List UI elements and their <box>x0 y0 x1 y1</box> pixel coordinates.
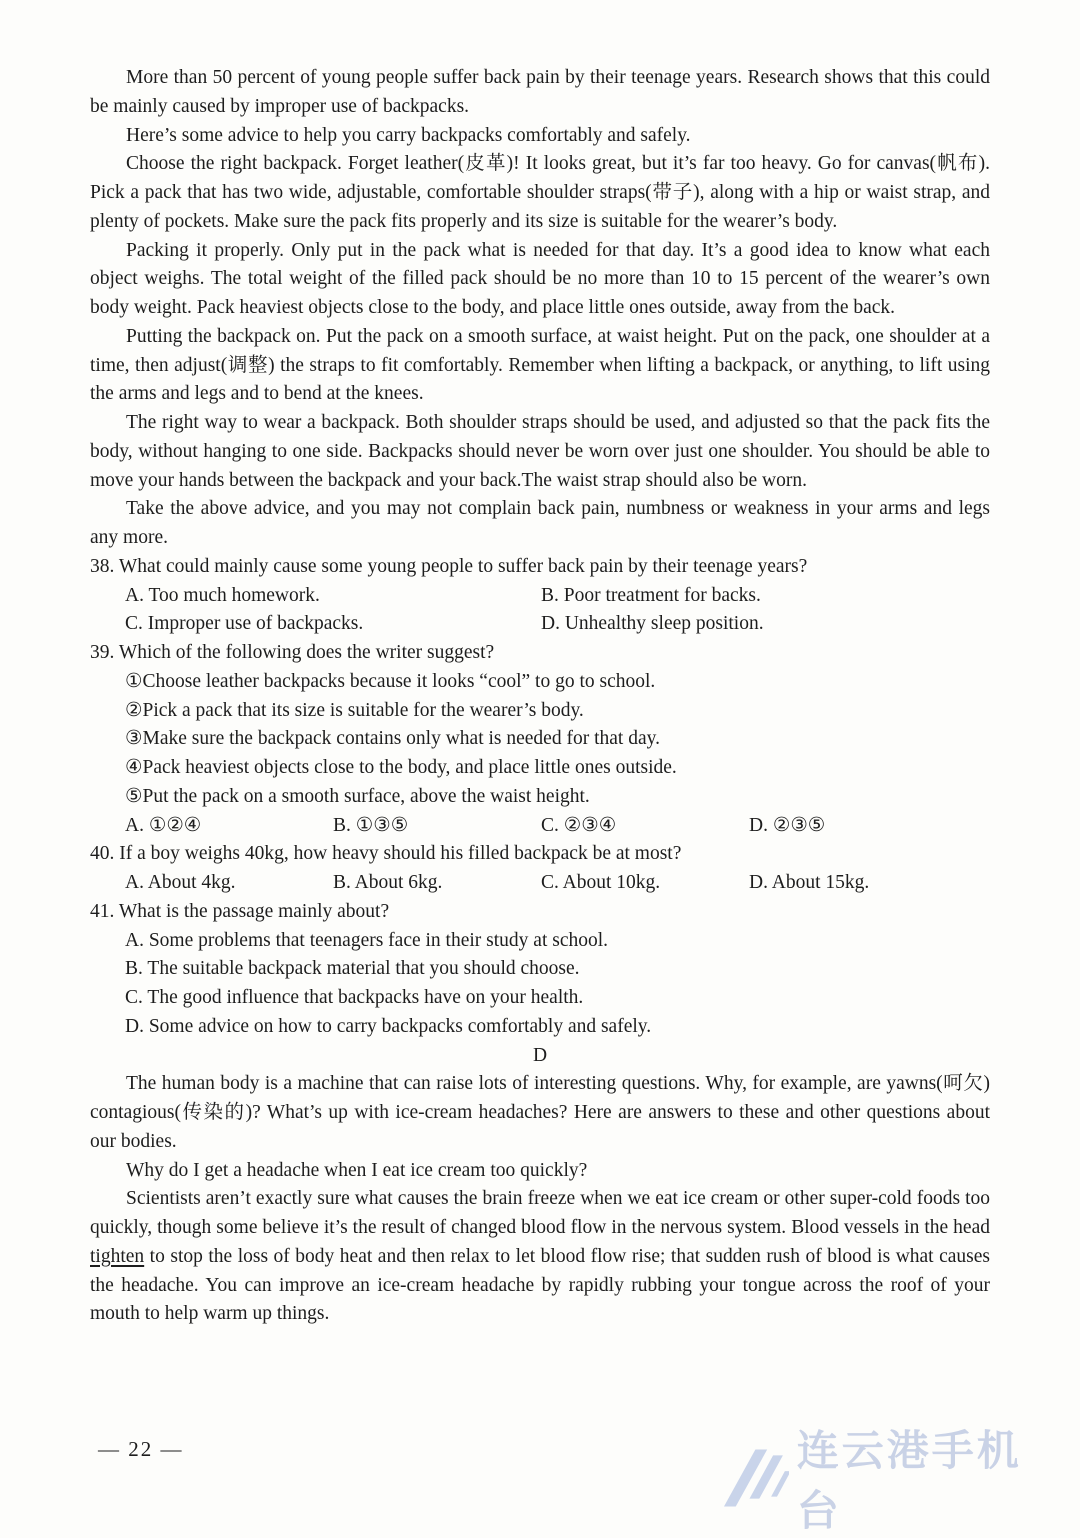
passage-d-body <box>90 1185 990 1329</box>
option-b[interactable]: B. The suitable backpack material that you should choose. <box>125 958 580 980</box>
option-d[interactable]: D. Unhealthy sleep position. <box>541 613 764 635</box>
question-41-options <box>90 927 990 1042</box>
paragraph-2: Here’s some advice to help you carry backpacks comfortably and safely. <box>126 124 691 146</box>
slash-stripes-icon <box>722 1445 789 1511</box>
paragraph-1: More than 50 percent of young people suffer back pain by their teenage years. Research shows that this could be mainly caused by improper use of backpacks. <box>90 67 990 117</box>
watermark-text: 连云港手机台 <box>796 1426 1022 1535</box>
option-c[interactable]: C. ②③④ <box>541 814 617 836</box>
paragraph-5: Putting the backpack on. Put the pack on a smooth surface, at waist height. Put on the pack, one shoulder at a time, then adjust(调整) the straps to fit comfortably. Remember when lifting a backpack, or anything, to lift using the arms and legs and to bend at the knees. <box>90 325 990 405</box>
section-letter: D <box>532 1044 548 1066</box>
option-d[interactable]: D. About 15kg. <box>749 872 870 893</box>
paragraph-7: Take the above advice, and you may not complain back pain, numbness or weakness in your arms and legs any more. <box>90 498 990 548</box>
statement-1: ①Choose leather backpacks because it looks “cool” to go to school. <box>125 670 656 692</box>
option-d[interactable]: D. Some advice on how to carry backpacks comfortably and safely. <box>125 1015 652 1037</box>
paragraph-4: Packing it properly. Only put in the pack what is needed for that day. It’s a good idea to know what each object weighs. The total weight of the filled pack should be no more than 10 to 15 percent of the wearer’s own body weight. Pack heaviest objects close to the body, and place little ones outside, away from the back. <box>90 239 990 318</box>
passage-d-heading: Why do I get a headache when I eat ice cream too quickly? <box>126 1159 588 1181</box>
option-d[interactable]: D. ②③⑤ <box>749 814 826 836</box>
statement-4: ④Pack heaviest objects close to the body, and place little ones outside. <box>125 757 677 778</box>
statement-5: ⑤Put the pack on a smooth surface, above the waist height. <box>125 785 590 807</box>
option-a[interactable]: A. About 4kg. <box>125 872 236 893</box>
question-38-stem: 38. What could mainly cause some young people to suffer back pain by their teenage years? <box>90 555 808 577</box>
option-a[interactable]: A. Too much homework. <box>125 584 320 606</box>
body-text-1: Scientists aren’t exactly sure what causes the brain freeze when we eat ice cream or other super-cold foods too quickly, though some believe it’s the result of changed blood flow in the nervous system. Blood vessels in the head <box>90 1188 990 1238</box>
exam-page <box>90 64 990 1329</box>
paragraph-3: Choose the right backpack. Forget leather(皮革)! It looks great, but it’s far too heavy. Go for canvas(帆布). Pick a pack that has two wide, adjustable, comfortable shoulder straps(带子), along with a hip or waist strap, and plenty of pockets. Make sure the pack fits properly and its size is suitable for the wearer’s body. <box>90 153 990 232</box>
statement-3: ③Make sure the backpack contains only what is needed for that day. <box>125 728 660 750</box>
body-text-2: to stop the loss of body heat and then relax to let blood flow rise; that sudden rush of blood is what causes the headache. You can improve an ice-cream headache by rapidly rubbing your tongue across the roof of your mouth to help warm up things. <box>90 1245 990 1325</box>
question-39-statements <box>90 668 990 812</box>
question-39-options <box>90 812 990 841</box>
option-c[interactable]: C. About 10kg. <box>541 872 661 893</box>
paragraph-6: The right way to wear a backpack. Both shoulder straps should be used, and adjusted so that the pack fits the body, without hanging to one side. Backpacks should never be worn over just one shoulder. You should be able to move your hands between the backpack and your back.The waist strap should also be worn. <box>90 412 990 491</box>
passage-d-intro: The human body is a machine that can raise lots of interesting questions. Why, for example, are yawns(呵欠) contagious(传染的)? What’s up with ice-cream headaches? Here are answers to these and other questions about our bodies. <box>90 1073 990 1152</box>
option-b[interactable]: B. ①③⑤ <box>333 814 409 836</box>
statement-2: ②Pick a pack that its size is suitable for the wearer’s body. <box>125 699 584 721</box>
underlined-word: tighten <box>90 1245 145 1267</box>
question-41-stem: 41. What is the passage mainly about? <box>90 900 390 922</box>
option-a[interactable]: A. ①②④ <box>125 814 202 836</box>
option-b[interactable]: B. Poor treatment for backs. <box>541 584 761 606</box>
question-40-stem: 40. If a boy weighs 40kg, how heavy should his filled backpack be at most? <box>90 843 682 865</box>
question-39-stem: 39. Which of the following does the writer suggest? <box>90 642 495 663</box>
question-38-options <box>90 582 990 640</box>
option-c[interactable]: C. The good influence that backpacks have on your health. <box>125 987 584 1008</box>
question-40-options <box>90 869 990 898</box>
option-a[interactable]: A. Some problems that teenagers face in their study at school. <box>125 929 609 951</box>
watermark <box>722 1426 1062 1535</box>
option-b[interactable]: B. About 6kg. <box>333 872 443 893</box>
option-c[interactable]: C. Improper use of backpacks. <box>125 613 364 635</box>
page-number: — 22 — <box>98 1437 184 1461</box>
